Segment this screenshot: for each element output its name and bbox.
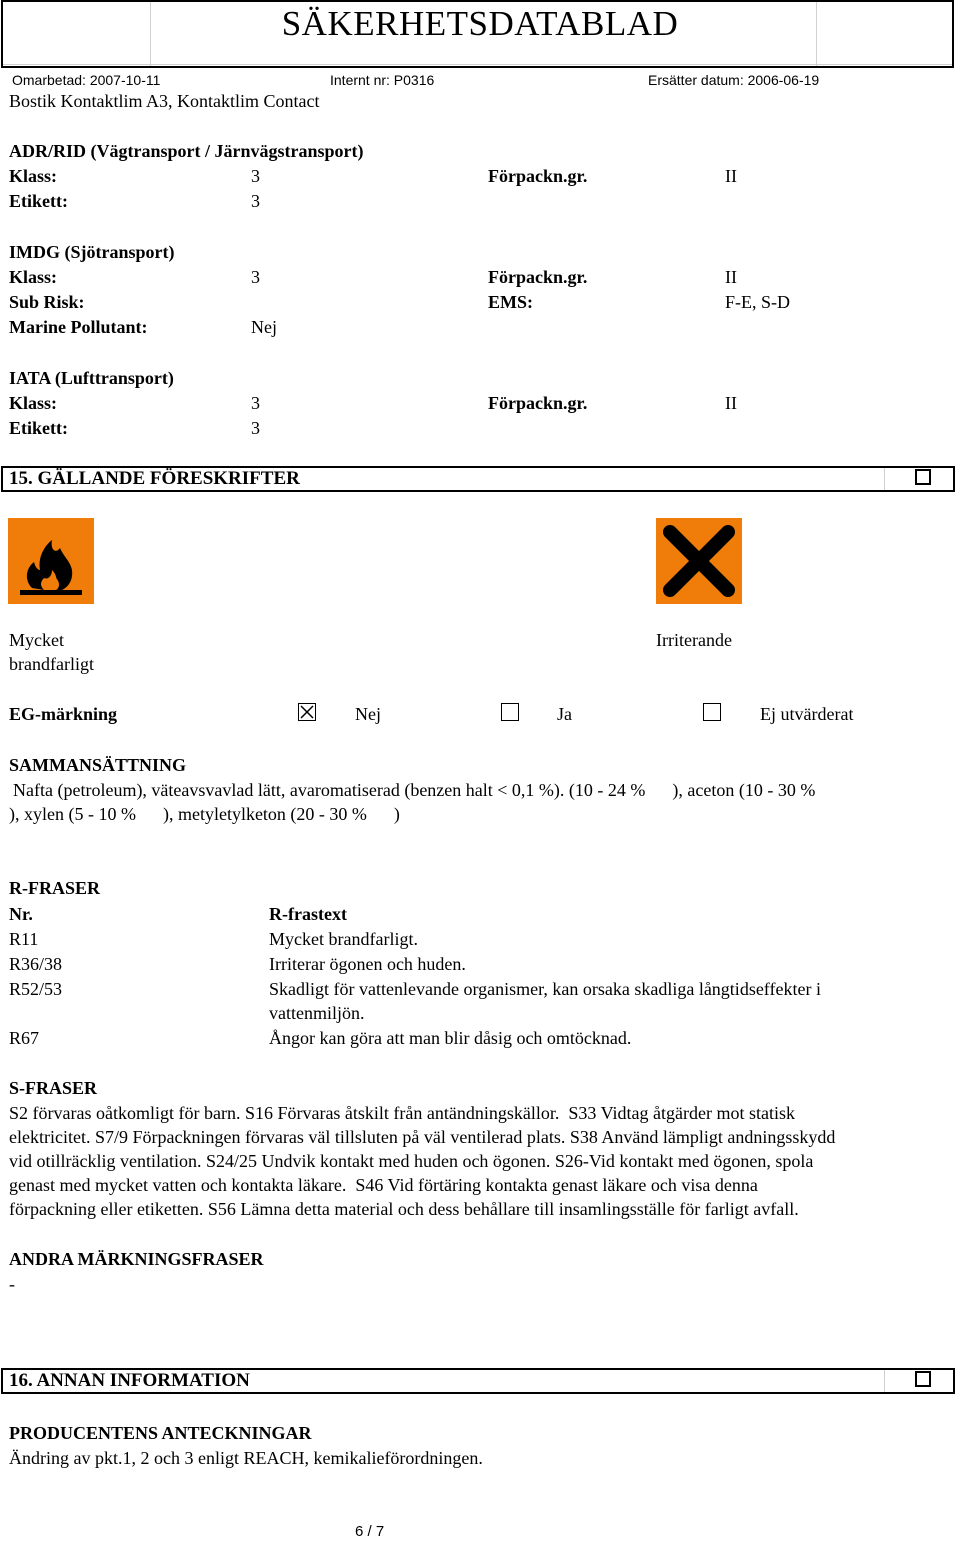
adr-label-label: Etikett: [9, 191, 68, 211]
r-col-nr: Nr. [9, 904, 33, 924]
r-phrase-nr: R36/38 [9, 954, 63, 974]
s-phrases-heading: S-FRASER [9, 1078, 98, 1098]
other-phrases-value: - [9, 1274, 15, 1294]
section-15-checkbox[interactable] [915, 469, 931, 485]
composition-line-2: ), xylen (5 - 10 % ), metyletylketon (20 - 30 % ) [9, 804, 400, 824]
r-phrase-nr: R52/53 [9, 979, 63, 999]
iata-class-value: 3 [251, 393, 260, 413]
internal-number: Internt nr: P0316 [330, 72, 435, 88]
imdg-ems-label: EMS: [488, 292, 533, 312]
section-16-checkbox[interactable] [915, 1371, 931, 1387]
r-phrase-nr: R11 [9, 929, 39, 949]
page-number: 6 / 7 [355, 1523, 385, 1540]
imdg-marine-value: Nej [251, 317, 277, 337]
r-phrase-text: Mycket brandfarligt. [269, 929, 418, 949]
r-phrase-text: Ångor kan göra att man blir dåsig och omtöcknad. [269, 1028, 632, 1048]
imdg-class-value: 3 [251, 267, 260, 287]
section-16-header [1, 1368, 955, 1394]
s-phrases-line: elektricitet. S7/9 Förpackningen förvaras väl tillsluten på väl ventilerad plats. S38 Använd lämpligt andningsskydd [9, 1127, 836, 1147]
eg-nej-checkbox[interactable] [298, 703, 316, 721]
product-name: Bostik Kontaktlim A3, Kontaktlim Contact [9, 91, 320, 111]
r-phrase-text-continued: vattenmiljön. [269, 1003, 365, 1023]
replaces-date: Ersätter datum: 2006-06-19 [648, 72, 820, 88]
composition-line-1: Nafta (petroleum), väteavsvavlad lätt, avaromatiserad (benzen halt < 0,1 %). (10 - 24 % ), aceton (10 - 30 % [13, 780, 816, 800]
r-phrase-text: Skadligt för vattenlevande organismer, kan orsaka skadliga långtidseffekter i [269, 979, 821, 999]
imdg-pack-value: II [725, 267, 737, 287]
section-15-header [1, 466, 955, 492]
iata-heading: IATA (Lufttransport) [9, 368, 174, 388]
eg-ja-label: Ja [557, 704, 572, 724]
eg-label: EG-märkning [9, 704, 118, 724]
section-divider [884, 1370, 885, 1392]
section-16-title: 16. ANNAN INFORMATION [9, 1370, 250, 1391]
flame-caption-line2: brandfarligt [9, 654, 94, 674]
s-phrases-line: förpackning eller etiketten. S56 Lämna detta material och dess behållare till insamlingsställe för farligt avfall. [9, 1199, 799, 1219]
eg-ej-utvarderat-checkbox[interactable] [703, 703, 721, 721]
iata-pack-value: II [725, 393, 737, 413]
imdg-pack-label: Förpackn.gr. [488, 267, 588, 287]
s-phrases-line: S2 förvaras oåtkomligt för barn. S16 Förvaras åtskilt från antändningskällor. S33 Vidtag åtgärder mot statisk [9, 1103, 795, 1123]
adr-pack-value: II [725, 166, 737, 186]
imdg-marine-label: Marine Pollutant: [9, 317, 148, 337]
adr-class-value: 3 [251, 166, 260, 186]
adr-heading: ADR/RID (Vägtransport / Järnvägstransport) [9, 141, 364, 161]
cross-caption: Irriterande [656, 630, 732, 650]
r-col-text: R-frastext [269, 904, 347, 924]
eg-ej-utvarderat-label: Ej utvärderat [760, 704, 854, 724]
adr-pack-label: Förpackn.gr. [488, 166, 588, 186]
section-divider [884, 468, 885, 490]
imdg-class-label: Klass: [9, 267, 58, 287]
iata-label-label: Etikett: [9, 418, 68, 438]
checked-x-icon [298, 703, 316, 721]
s-phrases-line: vid otillräcklig ventilation. S24/25 Undvik kontakt med huden och ögonen. S26-Vid kontakt med ögonen, spola [9, 1151, 814, 1171]
document-title: SÄKERHETSDATABLAD [281, 4, 679, 43]
iata-class-label: Klass: [9, 393, 58, 413]
eg-nej-label: Nej [355, 704, 381, 724]
title-frame-divider [3, 64, 952, 65]
iata-label-value: 3 [251, 418, 260, 438]
flame-caption-line1: Mycket [9, 630, 64, 650]
eg-ja-checkbox[interactable] [501, 703, 519, 721]
imdg-subrisk-label: Sub Risk: [9, 292, 85, 312]
r-phrase-nr: R67 [9, 1028, 40, 1048]
other-phrases-heading: ANDRA MÄRKNINGSFRASER [9, 1249, 264, 1269]
adr-label-value: 3 [251, 191, 260, 211]
revised-date: Omarbetad: 2007-10-11 [12, 72, 161, 88]
imdg-ems-value: F-E, S-D [725, 292, 791, 312]
producer-notes-heading: PRODUCENTENS ANTECKNINGAR [9, 1423, 312, 1443]
flame-icon [8, 518, 94, 604]
imdg-heading: IMDG (Sjötransport) [9, 242, 175, 262]
r-phrases-heading: R-FRASER [9, 878, 101, 898]
adr-class-label: Klass: [9, 166, 58, 186]
s-phrases-line: genast med mycket vatten och kontakta läkare. S46 Vid förtäring kontakta genast läkare och visa denna [9, 1175, 758, 1195]
composition-heading: SAMMANSÄTTNING [9, 755, 187, 775]
iata-pack-label: Förpackn.gr. [488, 393, 588, 413]
section-15-title: 15. GÄLLANDE FÖRESKRIFTER [9, 468, 300, 489]
r-phrase-text: Irriterar ögonen och huden. [269, 954, 466, 974]
producer-notes-text: Ändring av pkt.1, 2 och 3 enligt REACH, kemikalieförordningen. [9, 1448, 483, 1468]
cross-icon [656, 518, 742, 604]
